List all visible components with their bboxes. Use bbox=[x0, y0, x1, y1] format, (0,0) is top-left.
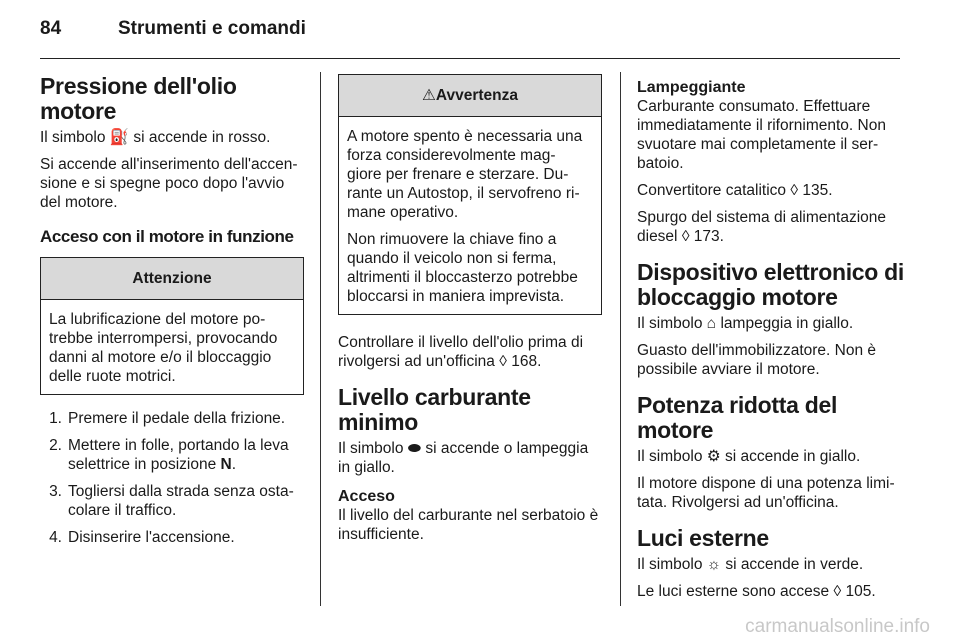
power-text: Il motore dispone di una potenza limi- tata. Rivolgersi ad un'officina. bbox=[637, 475, 895, 511]
item-text: Togliersi dalla strada senza osta- colare il traffico. bbox=[68, 483, 294, 519]
attention-box bbox=[40, 257, 304, 395]
chapter-title: Strumenti e comandi bbox=[118, 18, 306, 39]
page-ref: 173. bbox=[693, 228, 724, 245]
list-item bbox=[40, 436, 304, 474]
text: si accende in verde. bbox=[725, 556, 864, 573]
immobilizer-symbol-text bbox=[637, 314, 905, 333]
immobilizer-heading: Dispositivo elettronico di bloccaggio motore bbox=[637, 259, 904, 310]
car-key-icon: ⌂ bbox=[706, 315, 717, 332]
warning-title: Avvertenza bbox=[435, 87, 519, 104]
text: si accende o lampeggia in giallo. bbox=[338, 440, 589, 476]
catalytic-text bbox=[637, 181, 905, 200]
column-divider bbox=[620, 72, 621, 606]
fuel-level-heading: Livello carburante minimo bbox=[338, 384, 531, 435]
reduced-power-heading: Potenza ridotta del motore bbox=[637, 392, 838, 443]
running-engine-heading: Acceso con il motore in funzione bbox=[40, 227, 294, 246]
item-text: Disinserire l'accensione. bbox=[68, 529, 235, 546]
lights-text bbox=[637, 582, 905, 601]
attention-text: La lubrificazione del motore po- trebbe interrompersi, provocando danni al motore e/o il bloccaggio delle ruote motrici. bbox=[49, 311, 278, 385]
fuel-pump-icon: ⬬ bbox=[407, 440, 422, 457]
text: Le luci esterne sono accese bbox=[637, 583, 830, 600]
page-header bbox=[40, 18, 306, 40]
list-item bbox=[40, 528, 304, 547]
engine-power-icon: ⚙ bbox=[706, 448, 721, 465]
item-number: 2. bbox=[49, 437, 62, 454]
text: Convertitore catalitico bbox=[637, 182, 787, 199]
watermark: carmanualsonline.info bbox=[745, 616, 930, 637]
power-symbol-text bbox=[637, 447, 905, 466]
text: Spurgo del sistema di alimentazione diesel bbox=[637, 209, 886, 245]
column-1 bbox=[40, 74, 304, 555]
text: si accende in rosso. bbox=[133, 129, 271, 146]
page-number: 84 bbox=[40, 18, 62, 39]
text: Mettere in folle, portando la leva selettrice in posizione bbox=[68, 437, 289, 473]
blinking-text: Carburante consumato. Effettuare immediatamente il rifornimento. Non svuotare mai completamente il ser- batoio. bbox=[637, 98, 886, 172]
steps-list bbox=[40, 409, 304, 547]
exterior-lights-heading: Luci esterne bbox=[637, 525, 769, 551]
lights-icon: ☼ bbox=[706, 556, 721, 573]
warning-box bbox=[338, 74, 602, 315]
lights-symbol-text bbox=[637, 555, 905, 574]
blinking-heading: Lampeggiante bbox=[637, 79, 746, 96]
on-heading: Acceso bbox=[338, 488, 395, 505]
page-ref-icon: ◊ bbox=[790, 182, 799, 199]
text: Il simbolo bbox=[338, 440, 404, 457]
text: si accende in giallo. bbox=[725, 448, 861, 465]
text: lampeggia in giallo. bbox=[720, 315, 854, 332]
text: Il simbolo bbox=[637, 315, 703, 332]
oil-pressure-heading: Pressione dell'olio motore bbox=[40, 73, 237, 124]
fuel-symbol-text bbox=[338, 439, 602, 477]
item-number: 3. bbox=[49, 483, 62, 500]
text: Il simbolo bbox=[40, 129, 106, 146]
column-divider bbox=[320, 72, 321, 606]
list-item bbox=[40, 409, 304, 428]
page-ref-icon: ◊ bbox=[499, 353, 507, 370]
text: Controllare il livello dell'olio prima di rivolgersi ad un'officina bbox=[338, 334, 584, 370]
warning-text-2: Non rimuovere la chiave fino a quando il veicolo non si ferma, altrimenti il bloccasterzo potrebbe bloccarsi in maniera imprevista. bbox=[347, 231, 578, 305]
text: . bbox=[231, 456, 237, 473]
oil-check-text bbox=[338, 333, 602, 371]
column-3 bbox=[637, 74, 905, 609]
page-ref: 135. bbox=[802, 182, 833, 199]
oil-can-icon: ⛽ bbox=[109, 129, 130, 146]
warning-icon: ⚠ bbox=[421, 87, 436, 104]
header-rule bbox=[40, 58, 900, 59]
item-number: 1. bbox=[49, 410, 62, 427]
purge-text bbox=[637, 208, 905, 246]
item-number: 4. bbox=[49, 529, 62, 546]
oil-description: Si accende all'inserimento dell'accen- sione e si spegne poco dopo l'avvio del motore. bbox=[40, 156, 298, 211]
warning-text-1: A motore spento è necessaria una forza considerevolmente mag- giore per frenare e sterzare. Du- rante un Autostop, il servofreno ri- mane operativo. bbox=[347, 128, 583, 221]
column-2 bbox=[338, 74, 602, 552]
page-ref: 105. bbox=[845, 583, 876, 600]
item-text: Premere il pedale della frizione. bbox=[68, 410, 286, 427]
immobilizer-fault: Guasto dell'immobilizzatore. Non è possibile avviare il motore. bbox=[637, 342, 877, 378]
text: Il simbolo bbox=[637, 448, 703, 465]
oil-symbol-text bbox=[40, 128, 304, 147]
on-text: Il livello del carburante nel serbatoio è insufficiente. bbox=[338, 507, 599, 543]
page-ref: 168. bbox=[511, 353, 542, 370]
list-item bbox=[40, 482, 304, 520]
item-text bbox=[68, 436, 304, 474]
attention-title: Attenzione bbox=[41, 258, 303, 300]
gear-n: N bbox=[220, 456, 232, 473]
warning-title-bar bbox=[339, 75, 601, 117]
page-ref-icon: ◊ bbox=[833, 583, 842, 600]
page-ref-icon: ◊ bbox=[681, 228, 690, 245]
text: Il simbolo bbox=[637, 556, 703, 573]
